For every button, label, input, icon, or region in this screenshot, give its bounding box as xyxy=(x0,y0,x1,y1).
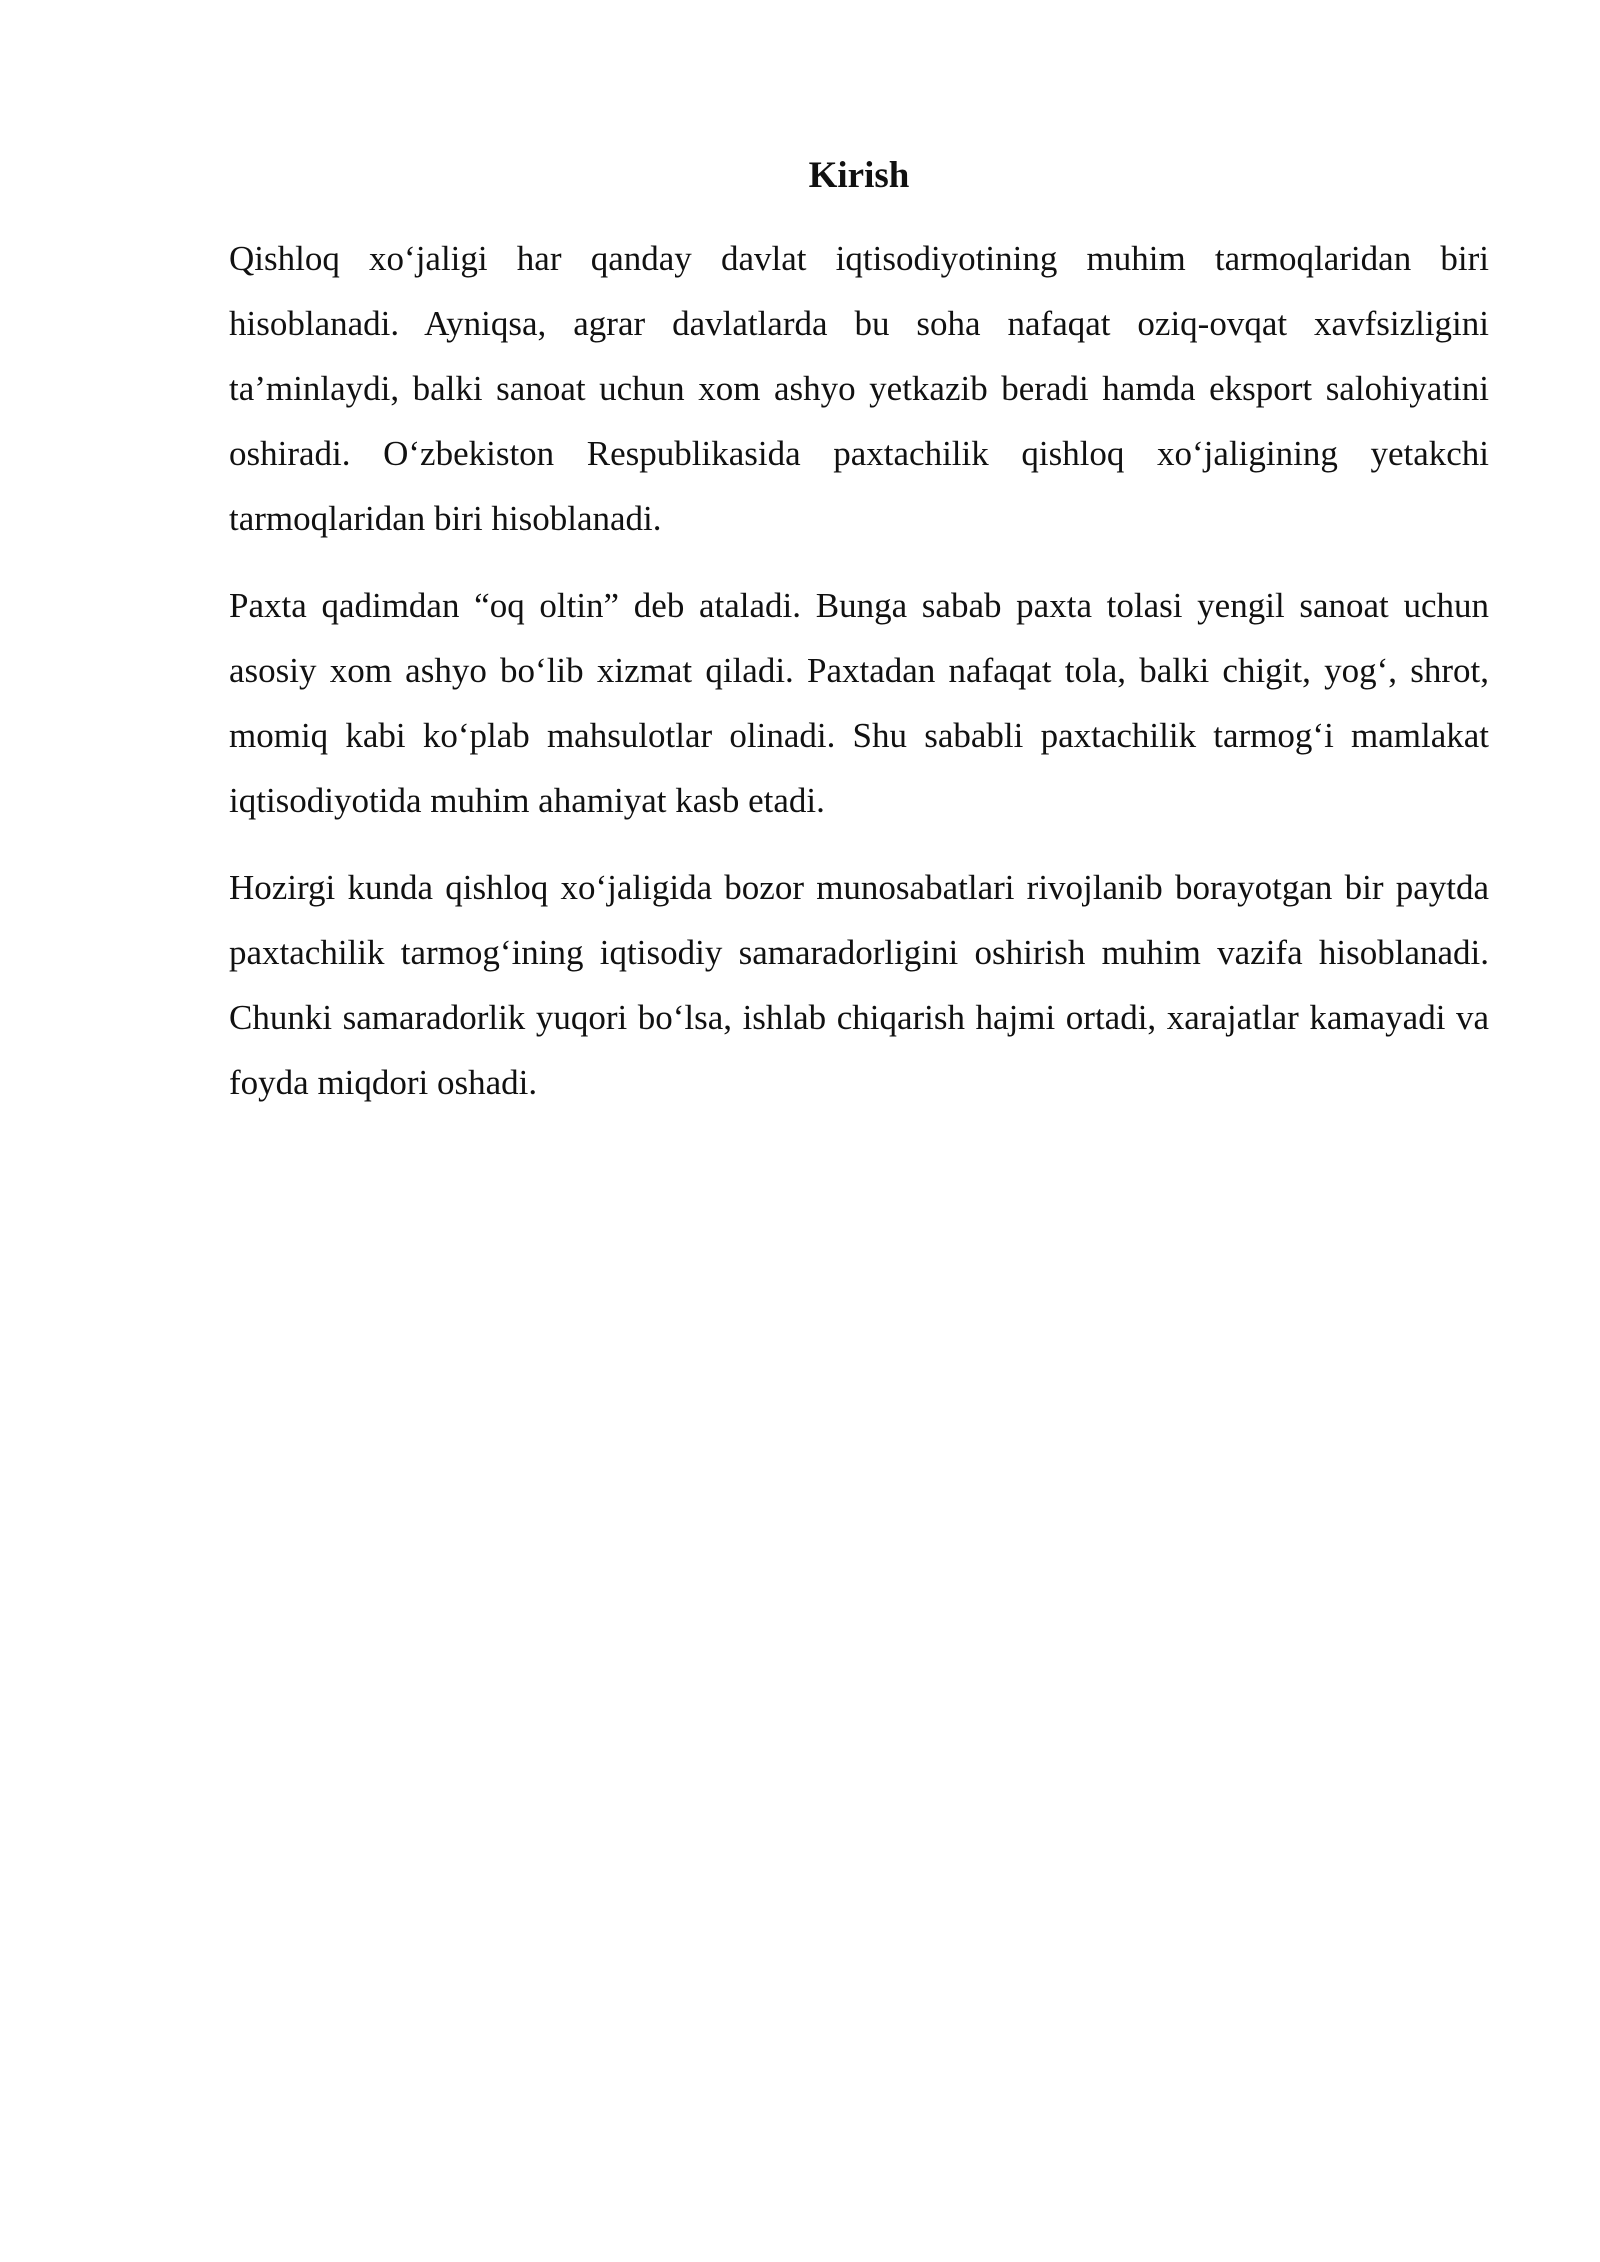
section-title: Kirish xyxy=(808,155,910,196)
paragraph-3: Hozirgi kunda qishloq xo‘jaligida bozor munosabatlari rivojlanib borayotgan bir paytda paxtachilik tarmog‘ining iqtisodiy samaradorligini oshirish muhim vazifa hisoblanadi. Chunki samaradorlik yuqori bo‘lsa, ishlab chiqarish hajmi ortadi, xarajatlar kamayadi va foyda miqdori oshadi. xyxy=(229,868,1489,1102)
document-body xyxy=(229,146,1489,1137)
paragraph-1: Qishloq xo‘jaligi har qanday davlat iqtisodiyotining muhim tarmoqlaridan biri hisoblanadi. Ayniqsa, agrar davlatlarda bu soha nafaqat oziq-ovqat xavfsizligini ta’minlaydi, balki sanoat uchun xom ashyo yetkazib beradi hamda eksport salohiyatini oshiradi. O‘zbekiston Respublikasida paxtachilik qishloq xo‘jaligining yetakchi tarmoqlaridan biri hisoblanadi. xyxy=(229,239,1489,538)
paragraph-2: Paxta qadimdan “oq oltin” deb ataladi. Bunga sabab paxta tolasi yengil sanoat uchun asosiy xom ashyo bo‘lib xizmat qiladi. Paxtadan nafaqat tola, balki chigit, yog‘, shrot, momiq kabi ko‘plab mahsulotlar olinadi. Shu sababli paxtachilik tarmog‘i mamlakat iqtisodiyotida muhim ahamiyat kasb etadi. xyxy=(229,586,1489,820)
